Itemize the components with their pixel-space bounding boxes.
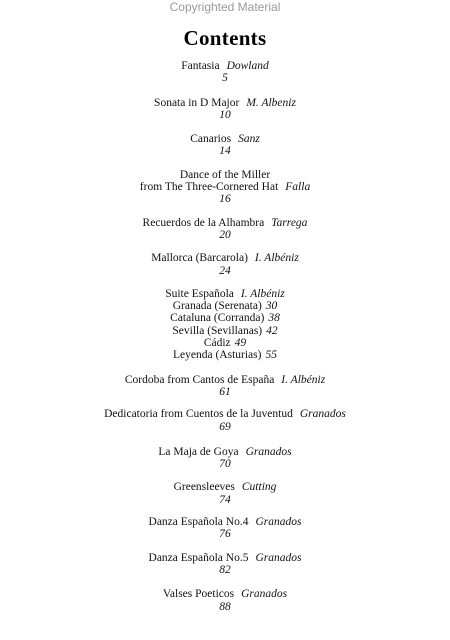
toc-entry: [0, 288, 450, 362]
piece-title: Cordoba from Cantos de España: [124, 373, 275, 386]
composer-name: Tarrega: [271, 216, 308, 229]
movement-line: [0, 325, 450, 337]
page-number: 30: [265, 300, 278, 313]
composer-name: Granados: [299, 408, 346, 421]
page-number: 49: [234, 337, 247, 350]
page-number: 61: [219, 385, 231, 398]
composer-name: I. Albéniz: [254, 252, 299, 265]
page-number: 14: [219, 145, 231, 158]
piece-title: Suite Española: [165, 287, 234, 300]
page-number: 38: [268, 312, 280, 325]
piece-title: Greensleeves: [173, 481, 235, 494]
toc-entry: [0, 552, 450, 577]
movement-title: Cataluna (Corranda): [170, 312, 265, 325]
piece-title: Mallorca (Barcarola): [151, 252, 248, 265]
composer-name: Sanz: [238, 133, 260, 146]
piece-title: Dedicatoria from Cuentos de la Juventud: [104, 408, 293, 421]
movement-line: [0, 300, 450, 312]
page-number: 10: [219, 108, 231, 121]
page-number: 76: [219, 528, 231, 541]
composer-name: M. Albeniz: [246, 96, 296, 109]
piece-title: Canarios: [190, 133, 232, 146]
composer-name: Cutting: [241, 481, 277, 494]
piece-title: Recuerdos de la Alhambra: [142, 216, 265, 229]
toc-entry: [0, 252, 450, 277]
composer-name: I. Albéniz: [281, 373, 326, 386]
toc-entry: [0, 60, 450, 85]
movement-title: Sevilla (Sevillanas): [172, 324, 263, 337]
toc-entry: [0, 133, 450, 158]
contents-list: [0, 60, 450, 613]
page-number: 5: [222, 72, 228, 85]
composer-name: Granados: [245, 445, 292, 458]
movement-title: Leyenda (Asturias): [173, 349, 262, 362]
toc-entry: [0, 446, 450, 471]
toc-entry: [0, 169, 450, 206]
movement-title: Cádiz: [203, 337, 231, 350]
composer-name: Granados: [255, 516, 302, 529]
toc-entry: [0, 516, 450, 541]
piece-title: Valses Poeticos: [162, 588, 235, 601]
page-number: 20: [219, 228, 231, 241]
composer-name: Dowland: [226, 60, 269, 72]
composer-name: Granados: [241, 588, 288, 601]
toc-entry: [0, 97, 450, 122]
piece-title: from The Three-Cornered Hat: [139, 181, 279, 194]
composer-name: Granados: [255, 551, 302, 564]
toc-entry: [0, 481, 450, 506]
page-number: 42: [266, 324, 278, 337]
page-number: 16: [219, 193, 231, 206]
composer-name: Falla: [285, 181, 311, 194]
page-number: 69: [219, 420, 231, 433]
movement-line: [0, 312, 450, 324]
composer-name: I. Albéniz: [240, 287, 285, 300]
copyright-watermark: Copyrighted Material: [169, 0, 281, 14]
piece-title: Danza Española No.4: [148, 516, 249, 529]
movement-line: [0, 349, 450, 361]
page-number: 70: [219, 458, 231, 471]
movement-line: [0, 337, 450, 349]
piece-title: Danza Española No.5: [148, 551, 249, 564]
toc-entry: [0, 408, 450, 433]
page-number: 82: [219, 563, 231, 576]
page-title: Contents: [183, 26, 267, 50]
page-number: 24: [219, 264, 231, 277]
page-number: 55: [265, 349, 277, 362]
page-number: 74: [219, 493, 231, 506]
toc-entry: [0, 217, 450, 242]
piece-title: Dance of the Miller: [179, 168, 271, 181]
piece-title: Sonata in D Major: [154, 96, 240, 109]
page-number: 88: [219, 600, 231, 613]
movement-title: Granada (Serenata): [172, 300, 262, 313]
piece-title: La Maja de Goya: [158, 445, 239, 458]
toc-entry: [0, 588, 450, 613]
toc-entry: [0, 374, 450, 399]
piece-title: Fantasia: [181, 60, 220, 72]
